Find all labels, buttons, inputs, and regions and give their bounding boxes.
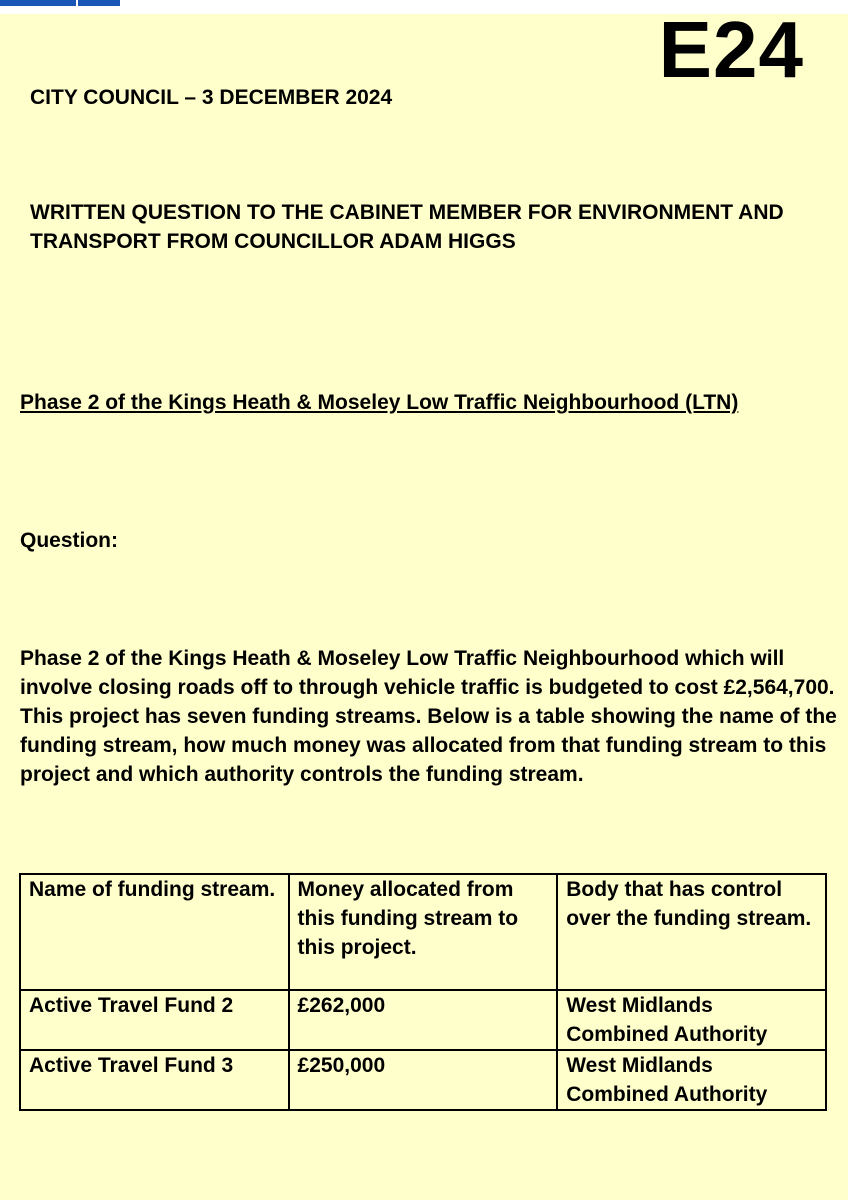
question-label: Question: (20, 529, 118, 552)
table-header-row (20, 874, 826, 990)
question-body (20, 644, 846, 789)
table-cell: £250,000 (289, 1050, 558, 1110)
table-header-cell: Money allocated from this funding stream to this project. (289, 874, 558, 990)
table-cell: £262,000 (289, 990, 558, 1050)
meeting-title: CITY COUNCIL – 3 DECEMBER 2024 (30, 86, 393, 109)
table-row (20, 1050, 826, 1110)
question-paragraph: This project has seven funding streams. Below is a table showing the name of the funding stream, how much money was allocated from that funding stream to this project and which authority controls the funding stream. (20, 705, 837, 786)
toolbar-tab[interactable] (78, 0, 120, 6)
table-cell: Active Travel Fund 2 (20, 990, 289, 1050)
toolbar-tab[interactable] (0, 0, 76, 6)
subject-heading: Phase 2 of the Kings Heath & Moseley Low Traffic Neighbourhood (LTN) (20, 391, 739, 414)
table-cell: West Midlands Combined Authority (557, 1050, 826, 1110)
question-heading: WRITTEN QUESTION TO THE CABINET MEMBER FOR ENVIRONMENT AND TRANSPORT FROM COUNCILLOR ADAM HIGGS (30, 201, 784, 253)
funding-streams-table (19, 873, 827, 1111)
table-header-cell: Body that has control over the funding stream. (557, 874, 826, 990)
table-header-cell: Name of funding stream. (20, 874, 289, 990)
question-paragraph: Phase 2 of the Kings Heath & Moseley Low Traffic Neighbourhood which will involve closing roads off to through vehicle traffic is budgeted to cost £2,564,700. (20, 647, 835, 699)
table-cell: West Midlands Combined Authority (557, 990, 826, 1050)
table-row (20, 990, 826, 1050)
table-cell: Active Travel Fund 3 (20, 1050, 289, 1110)
document-reference: E24 (658, 5, 804, 94)
